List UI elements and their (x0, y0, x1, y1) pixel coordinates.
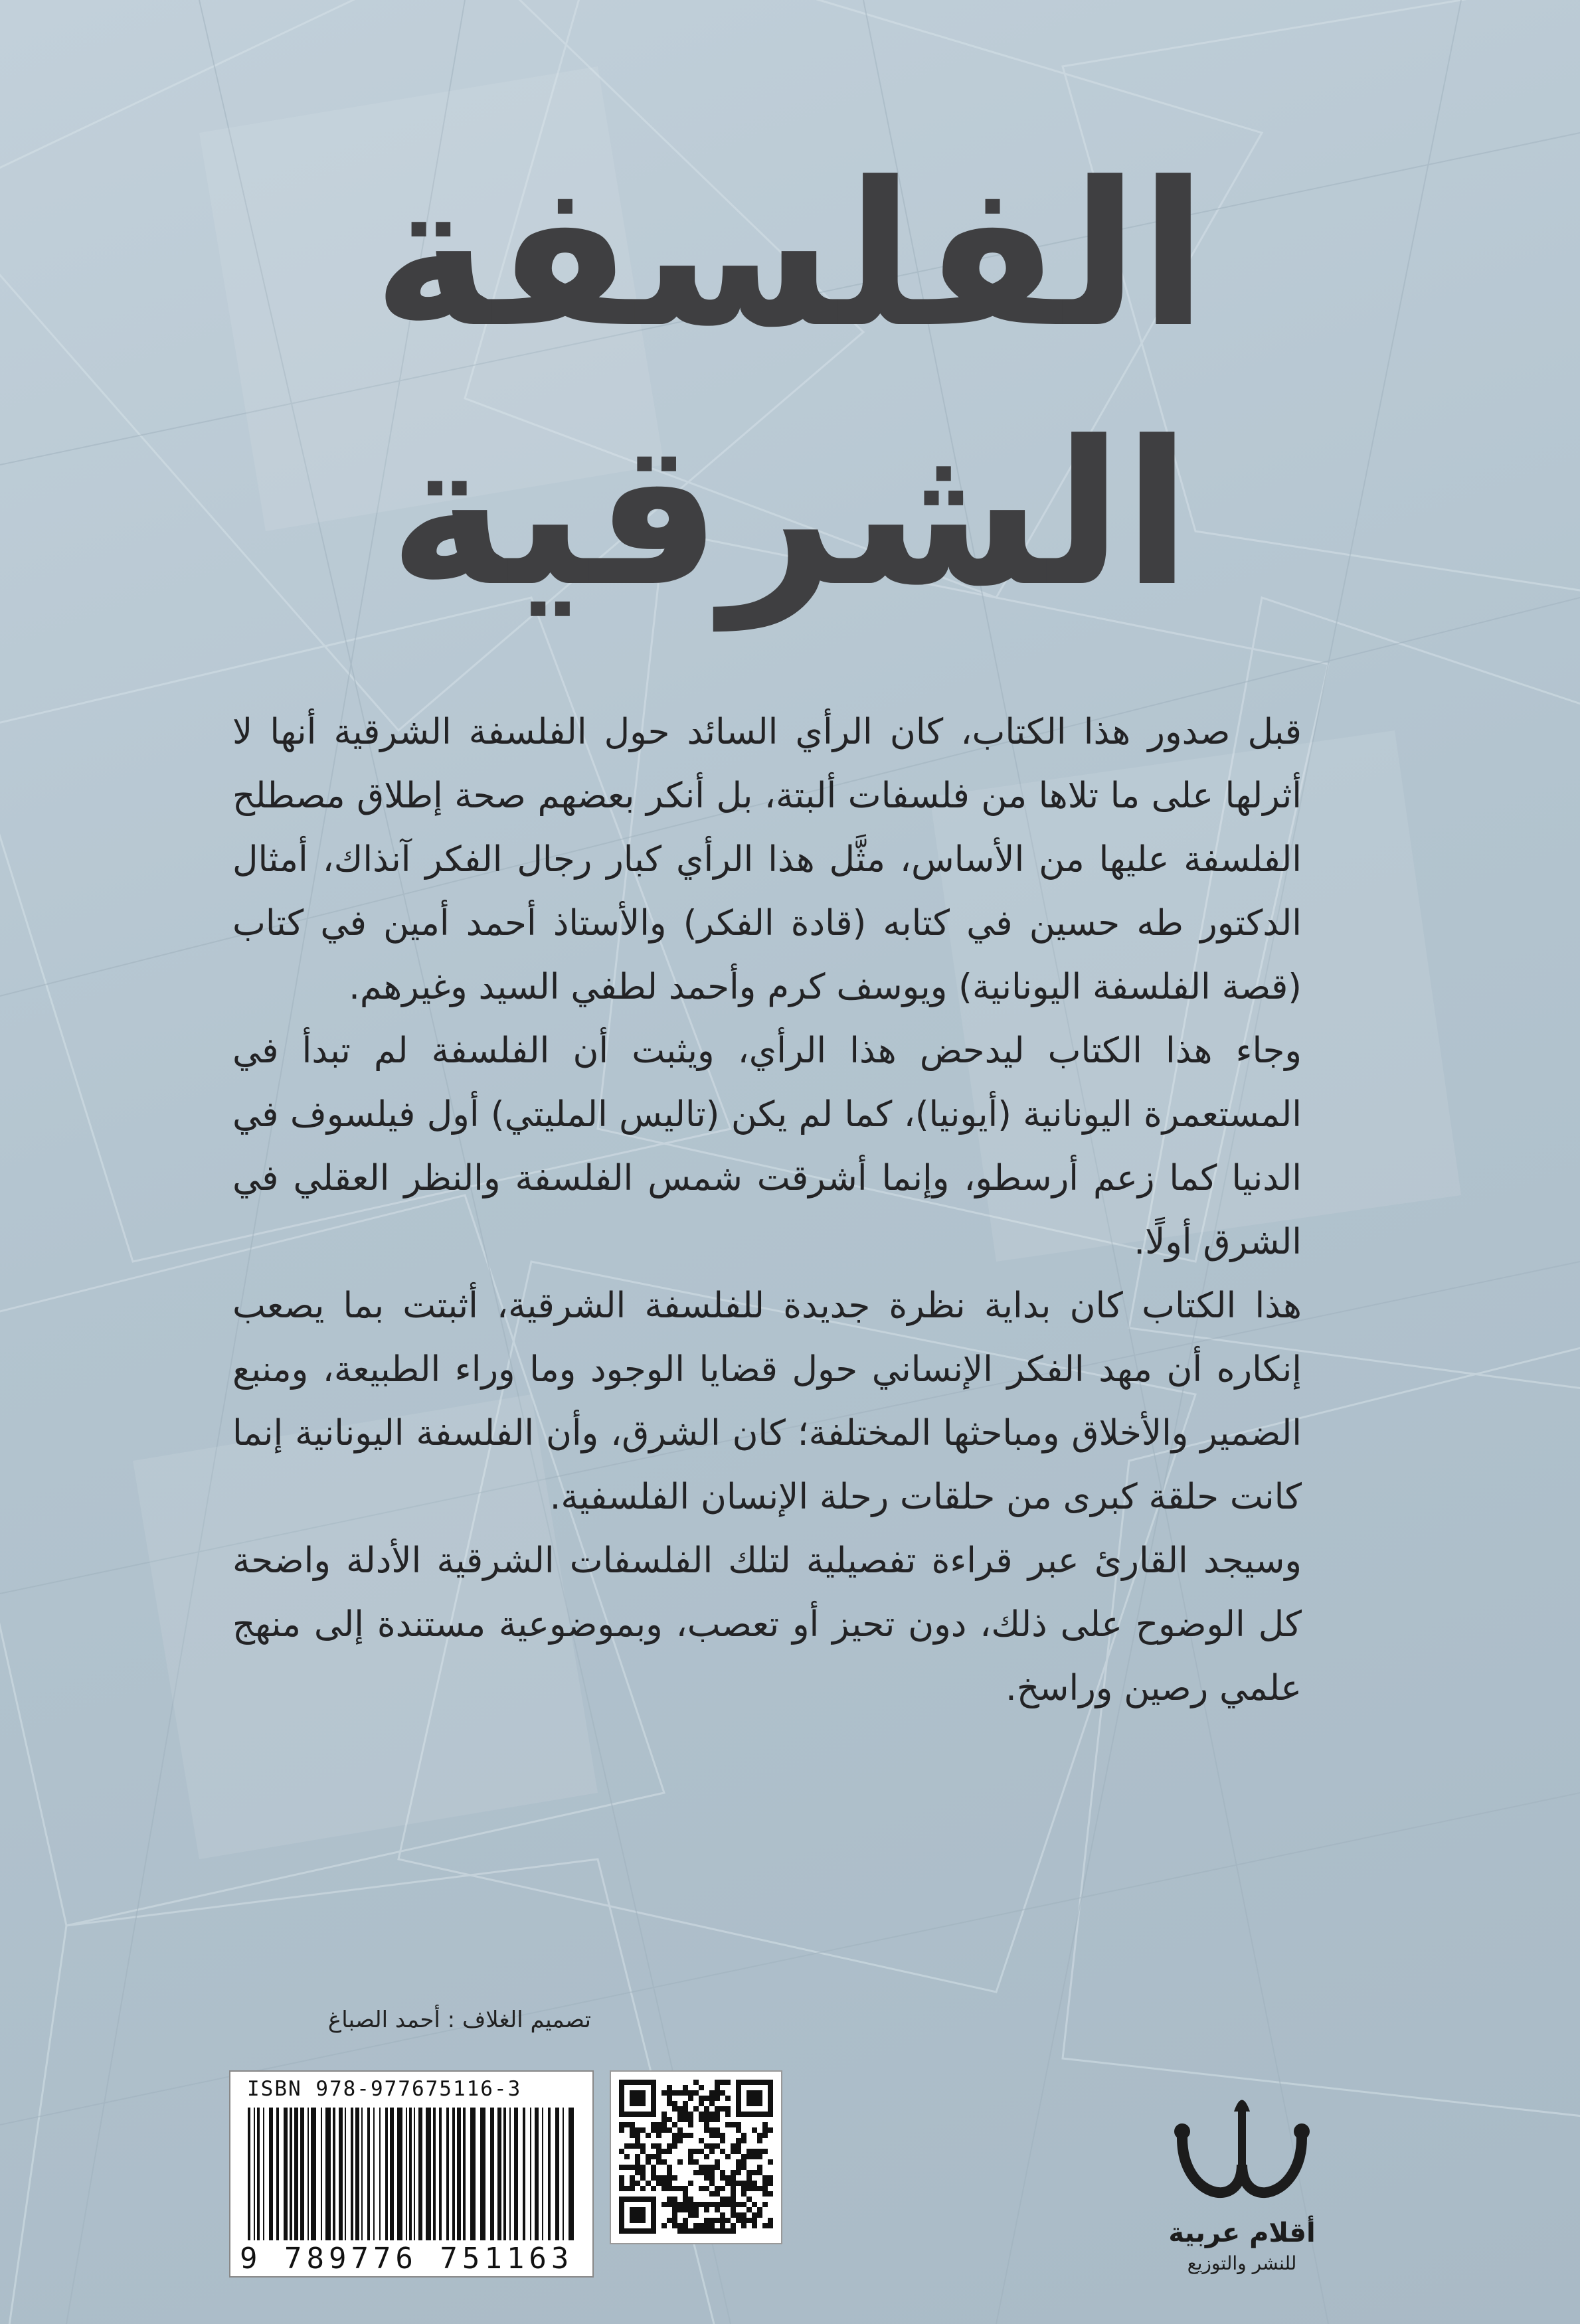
barcode-bars-icon (244, 2108, 579, 2240)
blurb-paragraph: هذا الكتاب كان بداية نظرة جديدة للفلسفة الشرقية، أثبتت بما يصعب إنكاره أن مهد الفكر الإنساني حول قضايا الوجود وما وراء الطبيعة، ومنبع الضمير والأخلاق ومباحثها المختلفة؛ كان الشرق، وأن الفلسفة اليونانية إنما كانت حلقة كبرى من حلقات رحلة الإنسان الفلسفية. (232, 1286, 1302, 1517)
pen-logo-icon (1156, 2085, 1328, 2218)
isbn-digits: 9 789776 751163 (240, 2242, 585, 2276)
title-line-1: الفلسفة (373, 139, 1207, 371)
qr-code-icon (610, 2070, 782, 2244)
isbn-barcode (229, 2070, 594, 2278)
blurb-paragraph: وجاء هذا الكتاب ليدحض هذا الرأي، ويثبت أن الفلسفة لم تبدأ في المستعمرة اليونانية (أيونيا)، كما لم يكن (تاليس المليتي) أول فيلسوف في الدنيا كما زعم أرسطو، وإنما أشرقت شمس الفلسفة والنظر العقلي في الشرق أولًا. (232, 1031, 1302, 1262)
book-title (0, 126, 1580, 644)
blurb-paragraph: وسيجد القارئ عبر قراءة تفصيلية لتلك الفلسفات الشرقية الأدلة واضحة كل الوضوح على ذلك، دون تحيز أو تعصب، وبموضوعية مستندة إلى منهج علمي رصين وراسخ. (232, 1540, 1302, 1708)
cover-design-credit: تصميم الغلاف : أحمد الصباغ (327, 2007, 591, 2033)
publisher-logo (1156, 2085, 1328, 2284)
isbn-label: ISBN 978-977675116-3 (247, 2077, 522, 2101)
title-line-2: الشرقية (389, 398, 1191, 630)
blurb-paragraph: قبل صدور هذا الكتاب، كان الرأي السائد حول الفلسفة الشرقية أنها لا أثرلها على ما تلاها من فلسفات ألبتة، بل أنكر بعضهم صحة إطلاق مصطلح الفلسفة عليها من الأساس، مثَّل هذا الرأي كبار رجال الفكر آنذاك، أمثال الدكتور طه حسين في كتابه (قادة الفكر) والأستاذ أحمد أمين في كتاب (قصة الفلسفة اليونانية) ويوسف كرم وأحمد لطفي السيد وغيرهم. (232, 712, 1302, 1007)
publisher-name: أقلام عربية (1168, 2218, 1316, 2248)
blurb-text (232, 701, 1302, 1720)
publisher-subtitle: للنشر والتوزيع (1187, 2252, 1297, 2274)
